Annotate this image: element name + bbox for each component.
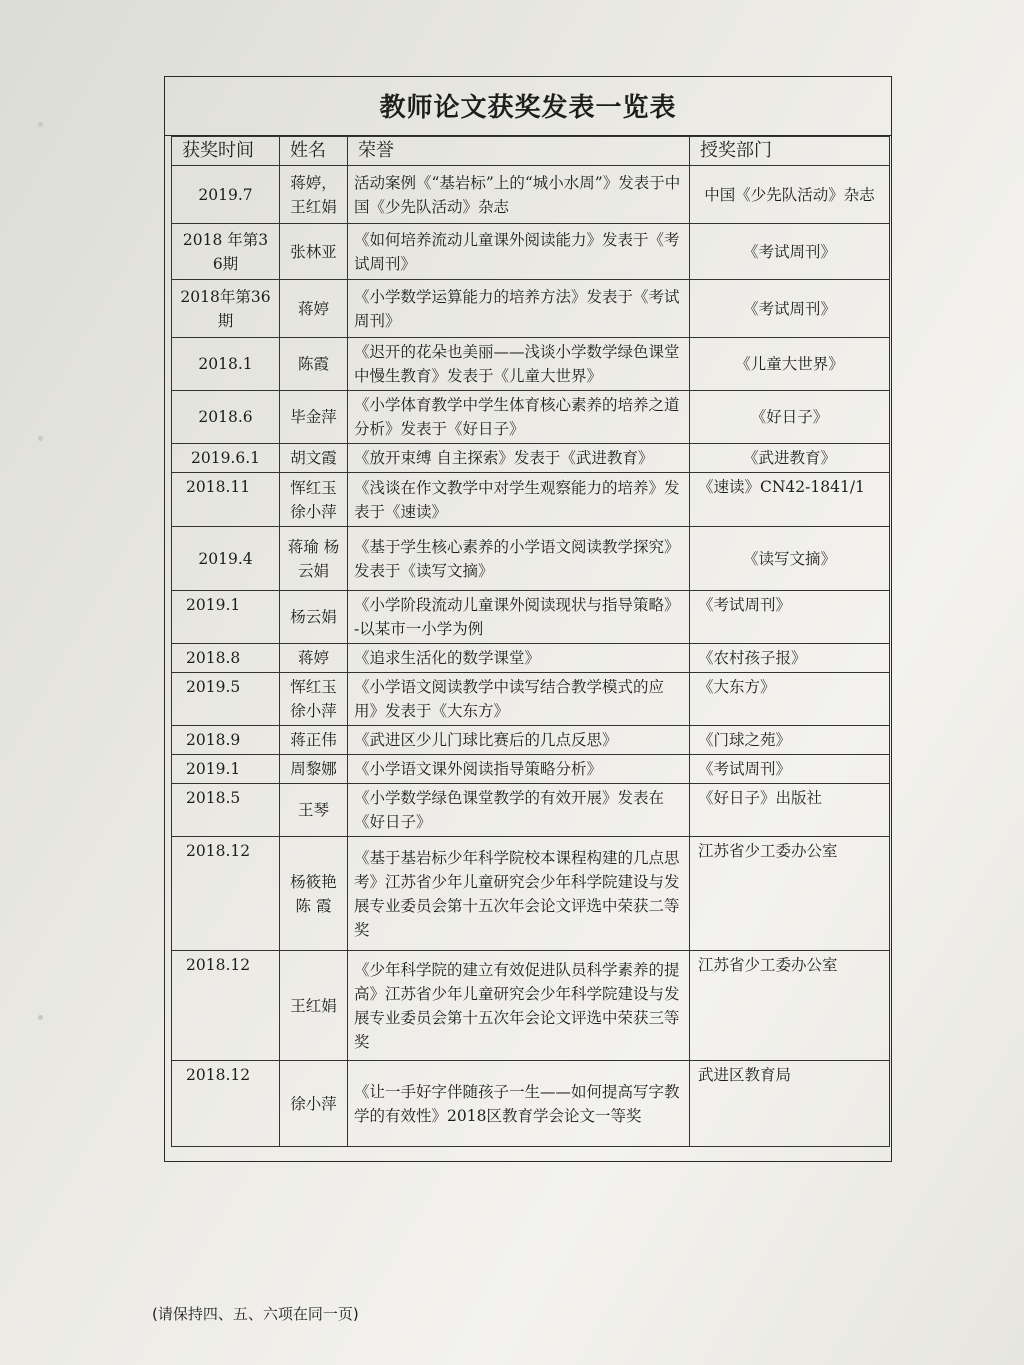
table-row [172,391,890,444]
cell-honor: 《小学语文课外阅读指导策略分析》 [348,755,690,784]
cell-honor: 《小学阶段流动儿童课外阅读现状与指导策略》-以某市一小学为例 [348,591,690,644]
table-row [172,166,890,224]
cell-date: 2018.11 [172,473,280,527]
cell-date: 2018.8 [172,644,280,673]
cell-name: 蒋婷 [280,280,348,338]
header-honor: 荣誉 [348,137,690,166]
cell-honor: 《武进区少儿门球比赛后的几点反思》 [348,726,690,755]
table-row [172,527,890,591]
table-row [172,726,890,755]
table-row [172,951,890,1061]
cell-date: 2018.1 [172,338,280,391]
cell-dept: 《速读》CN42-1841/1 [690,473,890,527]
table-row [172,444,890,473]
cell-dept: 《武进教育》 [690,444,890,473]
header-date: 获奖时间 [172,137,280,166]
cell-date: 2019.6.1 [172,444,280,473]
cell-date: 2019.7 [172,166,280,224]
table-row [172,591,890,644]
cell-honor: 《让一手好字伴随孩子一生——如何提高写字教学的有效性》2018区教育学会论文一等奖 [348,1061,690,1147]
cell-honor: 《小学数学运算能力的培养方法》发表于《考试周刊》 [348,280,690,338]
awards-table [171,136,890,1147]
cell-name: 蒋婷 [280,644,348,673]
cell-date: 2018.5 [172,784,280,837]
cell-honor: 《放开束缚 自主探索》发表于《武进教育》 [348,444,690,473]
cell-name: 徐小萍 [280,1061,348,1147]
cell-name: 杨云娟 [280,591,348,644]
cell-dept: 《门球之苑》 [690,726,890,755]
table-row [172,280,890,338]
footnote: (请保持四、五、六项在同一页) [152,1305,359,1323]
cell-date: 2018.12 [172,1061,280,1147]
form-frame [164,76,892,1162]
cell-honor: 《基于学生核心素养的小学语文阅读教学探究》发表于《读写文摘》 [348,527,690,591]
table-row [172,1061,890,1147]
cell-dept: 《儿童大世界》 [690,338,890,391]
cell-dept: 中国《少先队活动》杂志 [690,166,890,224]
cell-honor: 《浅谈在作文教学中对学生观察能力的培养》发表于《速读》 [348,473,690,527]
table-row [172,673,890,726]
cell-honor: 《小学语文阅读教学中读写结合教学模式的应用》发表于《大东方》 [348,673,690,726]
document-title: 教师论文获奖发表一览表 [165,77,891,136]
cell-date: 2018.9 [172,726,280,755]
cell-dept: 《好日子》 [690,391,890,444]
table-row [172,224,890,280]
cell-dept: 江苏省少工委办公室 [690,837,890,951]
cell-name: 毕金萍 [280,391,348,444]
cell-date: 2019.4 [172,527,280,591]
cell-date: 2018.6 [172,391,280,444]
cell-name: 王红娟 [280,951,348,1061]
cell-honor: 《迟开的花朵也美丽——浅谈小学数学绿色课堂中慢生教育》发表于《儿童大世界》 [348,338,690,391]
table-row [172,473,890,527]
punch-hole [38,436,43,441]
cell-name: 陈霞 [280,338,348,391]
cell-name: 张林亚 [280,224,348,280]
cell-name: 蒋婷，王红娟 [280,166,348,224]
cell-dept: 《大东方》 [690,673,890,726]
cell-dept: 《好日子》出版社 [690,784,890,837]
cell-dept: 《考试周刊》 [690,591,890,644]
cell-date: 2018.12 [172,837,280,951]
cell-dept: 《农村孩子报》 [690,644,890,673]
cell-name: 蒋正伟 [280,726,348,755]
cell-dept: 《考试周刊》 [690,755,890,784]
table-header-row [172,137,890,166]
cell-date: 2019.1 [172,591,280,644]
table-row [172,837,890,951]
header-dept: 授奖部门 [690,137,890,166]
cell-name: 王琴 [280,784,348,837]
cell-date: 2018 年第36期 [172,224,280,280]
header-name: 姓名 [280,137,348,166]
cell-honor: 《小学体育教学中学生体育核心素养的培养之道分析》发表于《好日子》 [348,391,690,444]
cell-dept: 《考试周刊》 [690,224,890,280]
cell-honor: 活动案例《“基岩标”上的“城小水周”》发表于中国《少先队活动》杂志 [348,166,690,224]
table-row [172,338,890,391]
punch-hole [38,1015,43,1020]
cell-name: 蒋瑜 杨云娟 [280,527,348,591]
cell-date: 2018.12 [172,951,280,1061]
cell-name: 恽红玉 徐小萍 [280,473,348,527]
cell-date: 2019.1 [172,755,280,784]
table-row [172,784,890,837]
punch-hole [38,122,43,127]
cell-dept: 《考试周刊》 [690,280,890,338]
cell-dept: 《读写文摘》 [690,527,890,591]
cell-name: 恽红玉 徐小萍 [280,673,348,726]
cell-dept: 武进区教育局 [690,1061,890,1147]
table-row [172,644,890,673]
cell-dept: 江苏省少工委办公室 [690,951,890,1061]
cell-name: 周黎娜 [280,755,348,784]
cell-name: 胡文霞 [280,444,348,473]
cell-date: 2018年第36期 [172,280,280,338]
cell-honor: 《追求生活化的数学课堂》 [348,644,690,673]
cell-name: 杨筱艳 陈 霞 [280,837,348,951]
cell-honor: 《小学数学绿色课堂教学的有效开展》发表在《好日子》 [348,784,690,837]
cell-honor: 《如何培养流动儿童课外阅读能力》发表于《考试周刊》 [348,224,690,280]
cell-honor: 《基于基岩标少年科学院校本课程构建的几点思考》江苏省少年儿童研究会少年科学院建设与发展专业委员会第十五次年会论文评选中荣获二等奖 [348,837,690,951]
cell-date: 2019.5 [172,673,280,726]
table-row [172,755,890,784]
cell-honor: 《少年科学院的建立有效促进队员科学素养的提高》江苏省少年儿童研究会少年科学院建设与发展专业委员会第十五次年会论文评选中荣获三等奖 [348,951,690,1061]
